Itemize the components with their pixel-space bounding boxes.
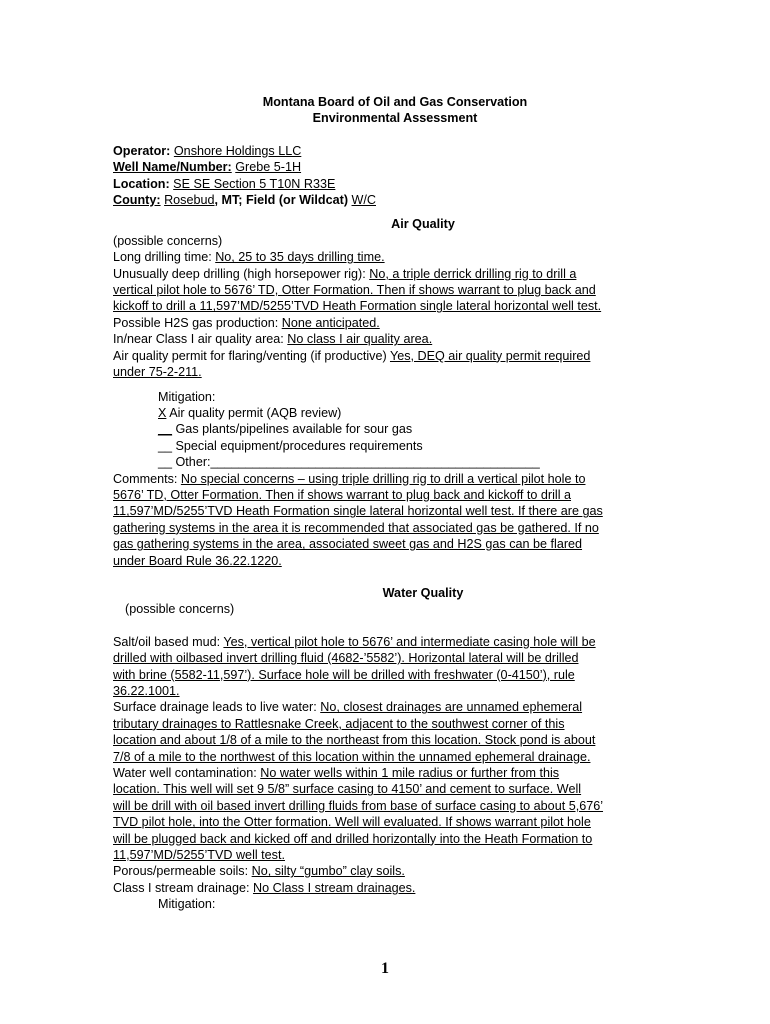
water-well-cont: will be drill with oil based invert drilling fluids from base of surface casing to about 5,676’ bbox=[113, 798, 604, 813]
deep-drilling-cont-1: vertical pilot hole to 5676’ TD, Otter Formation. Then if shows warrant to plug back and bbox=[113, 283, 596, 298]
field-value: W/C bbox=[351, 193, 376, 208]
air-comments-cont: gas gathering systems in the area, associated sweet gas and H2S gas can be flared bbox=[113, 537, 583, 552]
air-comments-line: Comments: No special concerns – using triple drilling rig to drill a vertical pilot hole to bbox=[113, 471, 586, 486]
water-well-cont: 11,597’MD/5255’TVD well test. bbox=[113, 848, 285, 863]
water-possible-concerns: (possible concerns) bbox=[125, 602, 235, 617]
air-comments-cont: 5676’ TD, Otter Formation. Then if shows warrant to plug back and kickoff to drill a bbox=[113, 487, 572, 502]
salt-oil-mud-cont: 36.22.1001. bbox=[113, 684, 180, 698]
water-well-cont: location. This well will set 9 5/8” surface casing to 4150’ and cement to surface. Well bbox=[113, 782, 582, 797]
air-quality-heading: Air Quality bbox=[391, 217, 455, 232]
county-line: County: Rosebud, MT; Field (or Wildcat) W/C bbox=[113, 193, 376, 208]
operator-value: Onshore Holdings LLC bbox=[173, 143, 302, 158]
county-value: Rosebud bbox=[164, 193, 215, 208]
surface-drainage-cont: tributary drainages to Rattlesnake Creek, adjacent to the southwest corner of this bbox=[113, 716, 565, 731]
water-well-cont: TVD pilot hole, into the Otter formation. Well will evaluated. If shows warrant pilot hole bbox=[113, 815, 591, 830]
stream-line: Class I stream drainage: No Class I stream drainages. bbox=[113, 880, 416, 895]
deep-drilling-line: Unusually deep drilling (high horsepower rig): No, a triple derrick drilling rig to drill a bbox=[113, 266, 577, 281]
salt-oil-mud-cont: with brine (5582-11,597’). Surface hole will be drilled with freshwater (0-4150’), rule bbox=[113, 667, 575, 682]
air-mitigation-item: __ Other:_______________________________________________ bbox=[158, 455, 540, 470]
surface-drainage-line: Surface drainage leads to live water: No, closest drainages are unnamed ephemeral bbox=[113, 700, 583, 715]
location-line: Location: SE SE Section 5 T10N R33E bbox=[113, 176, 336, 191]
class-i-air-line: In/near Class I air quality area: No class I air quality area. bbox=[113, 332, 433, 347]
document-body bbox=[113, 94, 673, 913]
page-number: 1 bbox=[381, 960, 389, 977]
well-value: Grebe 5-1H bbox=[235, 160, 302, 175]
well-line: Well Name/Number: Grebe 5-1H bbox=[113, 160, 302, 175]
water-well-line: Water well contamination: No water wells within 1 mile radius or further from this bbox=[113, 766, 560, 781]
operator-line: Operator: Onshore Holdings LLC bbox=[113, 143, 302, 158]
air-mitigation-item: __ Gas plants/pipelines available for sour gas bbox=[158, 422, 413, 437]
water-quality-heading: Water Quality bbox=[382, 585, 464, 600]
air-mitigation-item: X Air quality permit (AQB review) bbox=[158, 405, 342, 420]
air-permit-cont: under 75-2-211. bbox=[113, 365, 202, 380]
soils-line: Porous/permeable soils: No, silty “gumbo” clay soils. bbox=[113, 864, 405, 879]
air-comments-cont: under Board Rule 36.22.1220. bbox=[113, 553, 282, 568]
h2s-line: Possible H2S gas production: None anticipated. bbox=[113, 315, 380, 330]
doc-title: Montana Board of Oil and Gas Conservation bbox=[262, 95, 528, 109]
surface-drainage-cont: location and about 1/8 of a mile to the northeast from this location. Stock pond is about bbox=[113, 733, 596, 748]
air-mitigation-label: Mitigation: bbox=[158, 389, 216, 404]
salt-oil-mud-line: Salt/oil based mud: Yes, vertical pilot hole to 5676’ and intermediate casing hole will be bbox=[113, 634, 596, 649]
air-mitigation-item: __ Special equipment/procedures requirements bbox=[158, 438, 423, 453]
location-value: SE SE Section 5 T10N R33E bbox=[173, 176, 336, 191]
air-comments-cont: gathering systems in the area it is recommended that associated gas be gathered. If no bbox=[113, 520, 599, 535]
water-well-cont: will be plugged back and kicked off and drilled horizontally into the Heath Formation to bbox=[113, 831, 593, 846]
deep-drilling-cont-2: kickoff to drill a 11,597’MD/5255’TVD Heath Formation single lateral horizontal well test. bbox=[113, 299, 602, 314]
drilling-time-line: Long drilling time: No, 25 to 35 days drilling time. bbox=[113, 250, 385, 265]
air-possible-concerns: (possible concerns) bbox=[113, 233, 223, 248]
air-permit-line: Air quality permit for flaring/venting (if productive) Yes, DEQ air quality permit required bbox=[113, 348, 591, 363]
surface-drainage-cont: 7/8 of a mile to the northwest of this location within the unnamed ephemeral drainage. bbox=[113, 749, 591, 764]
water-mitigation-label: Mitigation: bbox=[158, 897, 216, 912]
salt-oil-mud-cont: drilled with oilbased invert drilling fluid (4682-’5582’). Horizontal lateral will be drilled bbox=[113, 651, 579, 666]
doc-subtitle: Environmental Assessment bbox=[312, 111, 478, 126]
air-comments-cont: 11,597’MD/5255’TVD Heath Formation single lateral horizontal well test. If there are gas bbox=[113, 504, 603, 519]
